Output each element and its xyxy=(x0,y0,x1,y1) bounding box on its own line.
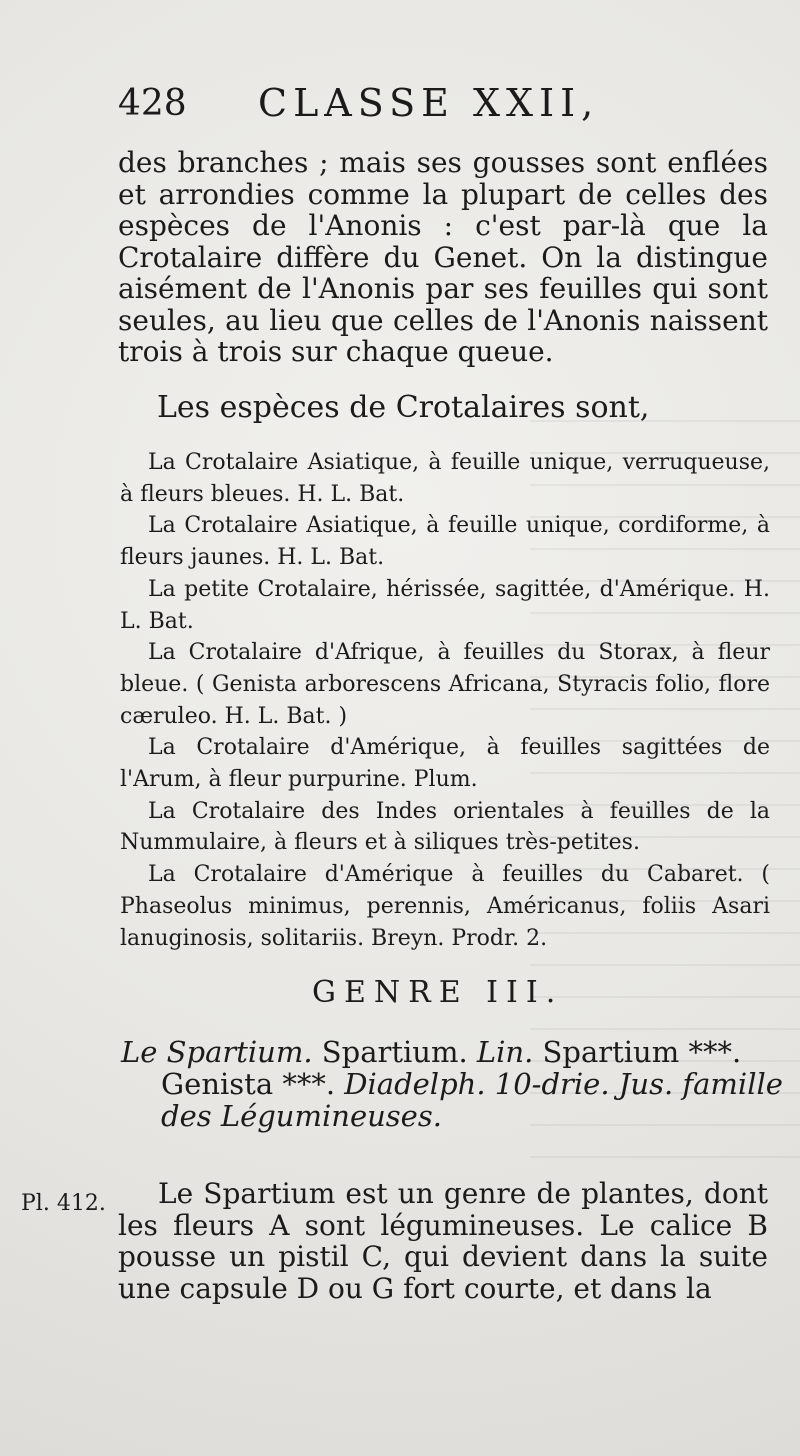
jussieu-family-reference: Jus. famille xyxy=(618,1067,783,1101)
species-item: La Crotalaire Asiatique, à feuille unique, verruqueuse, à fleurs bleues. H. L. Bat. xyxy=(120,450,770,507)
species-heading: Les espèces de Crotalaires sont, xyxy=(157,390,650,425)
species-list xyxy=(120,447,770,954)
running-head: CLASSE XXII, xyxy=(258,81,600,125)
ten-drie-reference: 10-drie. xyxy=(494,1067,610,1101)
final-paragraph: Le Spartium est un genre de plantes, dont les fleurs A sont légumineuses. Le calice B pousse un pistil C, qui devient dans la suite une capsule D ou G fort courte, et dans la xyxy=(118,1177,768,1305)
plate-reference: Pl. 412. xyxy=(21,1191,106,1216)
species-item: La petite Crotalaire, hérissée, sagittée, d'Amérique. H. L. Bat. xyxy=(120,576,770,634)
species-item: La Crotalaire des Indes orientales à feuilles de la Nummulaire, à fleurs et à siliques très-petites. xyxy=(120,798,770,856)
linnaeus-abbreviation: Lin. xyxy=(476,1035,534,1069)
spartium-name-italic: Le Spartium. xyxy=(121,1035,313,1069)
spartium-title xyxy=(121,1036,800,1132)
spartium-reference: Spartium ***. xyxy=(542,1035,742,1069)
species-item: La Crotalaire d'Afrique, à feuilles du Storax, à fleur bleue. ( Genista arborescens Africana, Styracis folio, flore cæruleo. H. L. Bat. ) xyxy=(120,640,770,729)
page-number: 428 xyxy=(118,83,187,124)
species-item: La Crotalaire d'Amérique à feuilles du Cabaret. ( Phaseolus minimus, perennis, Américanus, foliis Asari lanuginosis, solitariis. Breyn. Prodr. 2. xyxy=(120,862,770,951)
legumineuses-family: des Légumineuses. xyxy=(161,1099,442,1133)
spartium-name-roman: Spartium. xyxy=(321,1035,468,1069)
species-item: La Crotalaire Asiatique, à feuille unique, cordiforme, à fleurs jaunes. H. L. Bat. xyxy=(120,513,770,571)
diadelphia-reference: Diadelph. xyxy=(344,1067,486,1101)
genista-reference: Genista ***. xyxy=(161,1067,336,1101)
species-item: La Crotalaire d'Amérique, à feuilles sagittées de l'Arum, à fleur purpurine. Plum. xyxy=(120,735,770,793)
page-header xyxy=(118,81,652,128)
genre-heading: GENRE III. xyxy=(312,975,564,1010)
intro-paragraph: des branches ; mais ses gousses sont enflées et arrondies comme la plupart de celles des espèces de l'Anonis : c'est par-là que la Crotalaire diffère du Genet. On la distingue aisément de l'Anonis par ses feuilles qui sont seules, au lieu que celles de l'Anonis naissent trois à trois sur chaque queue. xyxy=(118,146,768,368)
